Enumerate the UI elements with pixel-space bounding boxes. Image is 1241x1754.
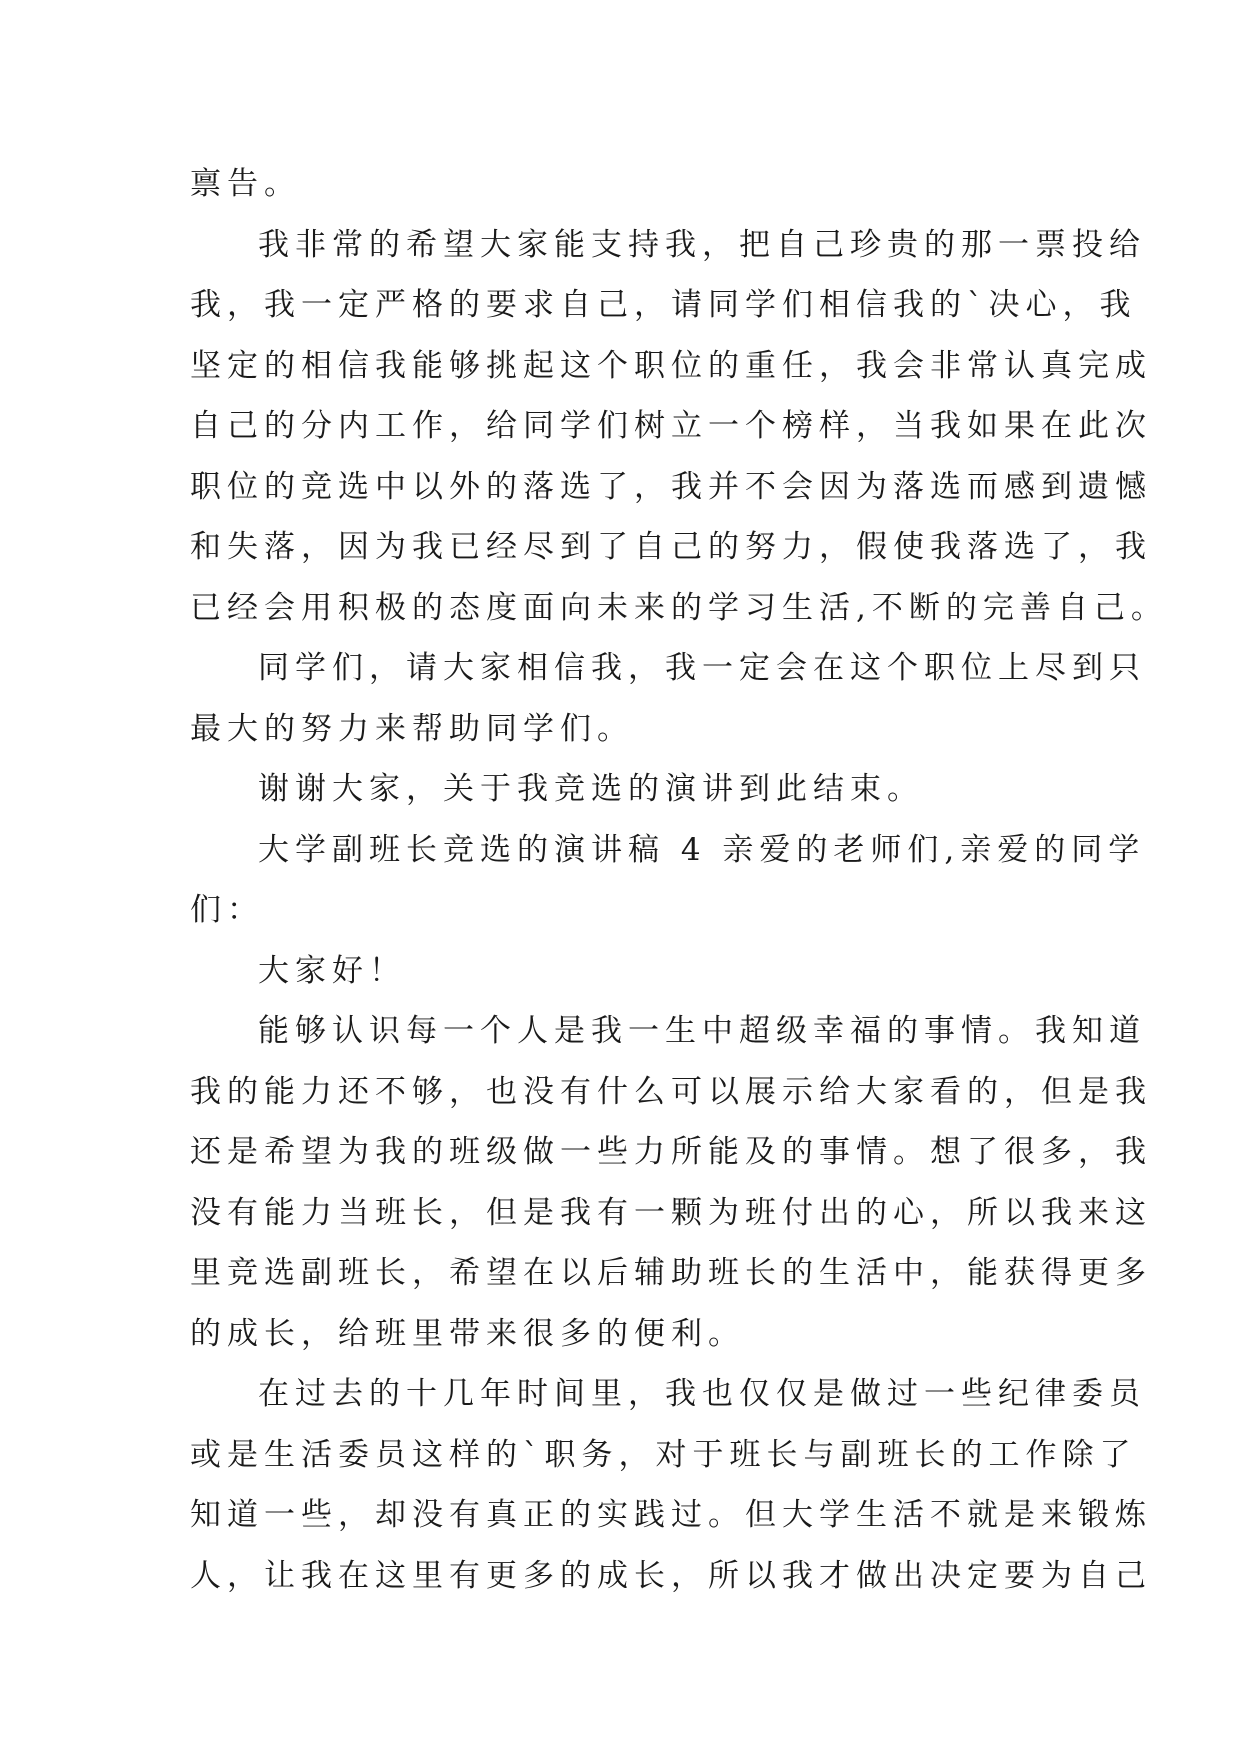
text-line: 在过去的十几年时间里，我也仅仅是做过一些纪律委员 bbox=[258, 1376, 1146, 1412]
text-line: 最大的努力来帮助同学们。 bbox=[190, 710, 634, 747]
text-line: 里竞选副班长，希望在以后辅助班长的生活中，能获得更多 bbox=[190, 1255, 1152, 1291]
text-line: 或是生活委员这样的`职务，对于班长与副班长的工作除了 bbox=[190, 1436, 1137, 1473]
text-line: 还是希望为我的班级做一些力所能及的事情。想了很多，我 bbox=[190, 1134, 1152, 1170]
text-line: 大学副班长竞选的演讲稿 4 亲爱的老师们,亲爱的同学 bbox=[258, 831, 1146, 868]
text-line: 们： bbox=[190, 892, 264, 928]
text-line: 人，让我在这里有更多的成长，所以我才做出决定要为自己 bbox=[190, 1557, 1152, 1594]
text-line: 我的能力还不够，也没有什么可以展示给大家看的，但是我 bbox=[190, 1073, 1152, 1110]
text-line: 禀告。 bbox=[190, 166, 301, 202]
text-line: 知道一些，却没有真正的实践过。但大学生活不就是来锻炼 bbox=[190, 1497, 1152, 1533]
text-line: 已经会用积极的态度面向未来的学习生活,不断的完善自己。 bbox=[190, 589, 1168, 626]
text-line: 谢谢大家，关于我竞选的演讲到此结束。 bbox=[258, 771, 924, 807]
text-line: 我，我一定严格的要求自己，请同学们相信我的`决心，我 bbox=[190, 287, 1137, 323]
text-line: 和失落，因为我已经尽到了自己的努力，假使我落选了，我 bbox=[190, 529, 1152, 565]
text-line: 坚定的相信我能够挑起这个职位的重任，我会非常认真完成 bbox=[190, 347, 1152, 384]
document-body bbox=[190, 154, 1168, 1606]
text-line: 的成长，给班里带来很多的便利。 bbox=[190, 1315, 745, 1352]
text-line: 我非常的希望大家能支持我，把自己珍贵的那一票投给 bbox=[258, 226, 1146, 263]
text-line: 同学们，请大家相信我，我一定会在这个职位上尽到只 bbox=[258, 650, 1146, 686]
text-line: 大家好！ bbox=[258, 952, 406, 989]
text-line: 没有能力当班长，但是我有一颗为班付出的心，所以我来这 bbox=[190, 1194, 1152, 1231]
text-line: 能够认识每一个人是我一生中超级幸福的事情。我知道 bbox=[258, 1013, 1146, 1049]
text-line: 职位的竞选中以外的落选了，我并不会因为落选而感到遗憾 bbox=[190, 468, 1152, 505]
text-line: 自己的分内工作，给同学们树立一个榜样，当我如果在此次 bbox=[190, 408, 1152, 444]
